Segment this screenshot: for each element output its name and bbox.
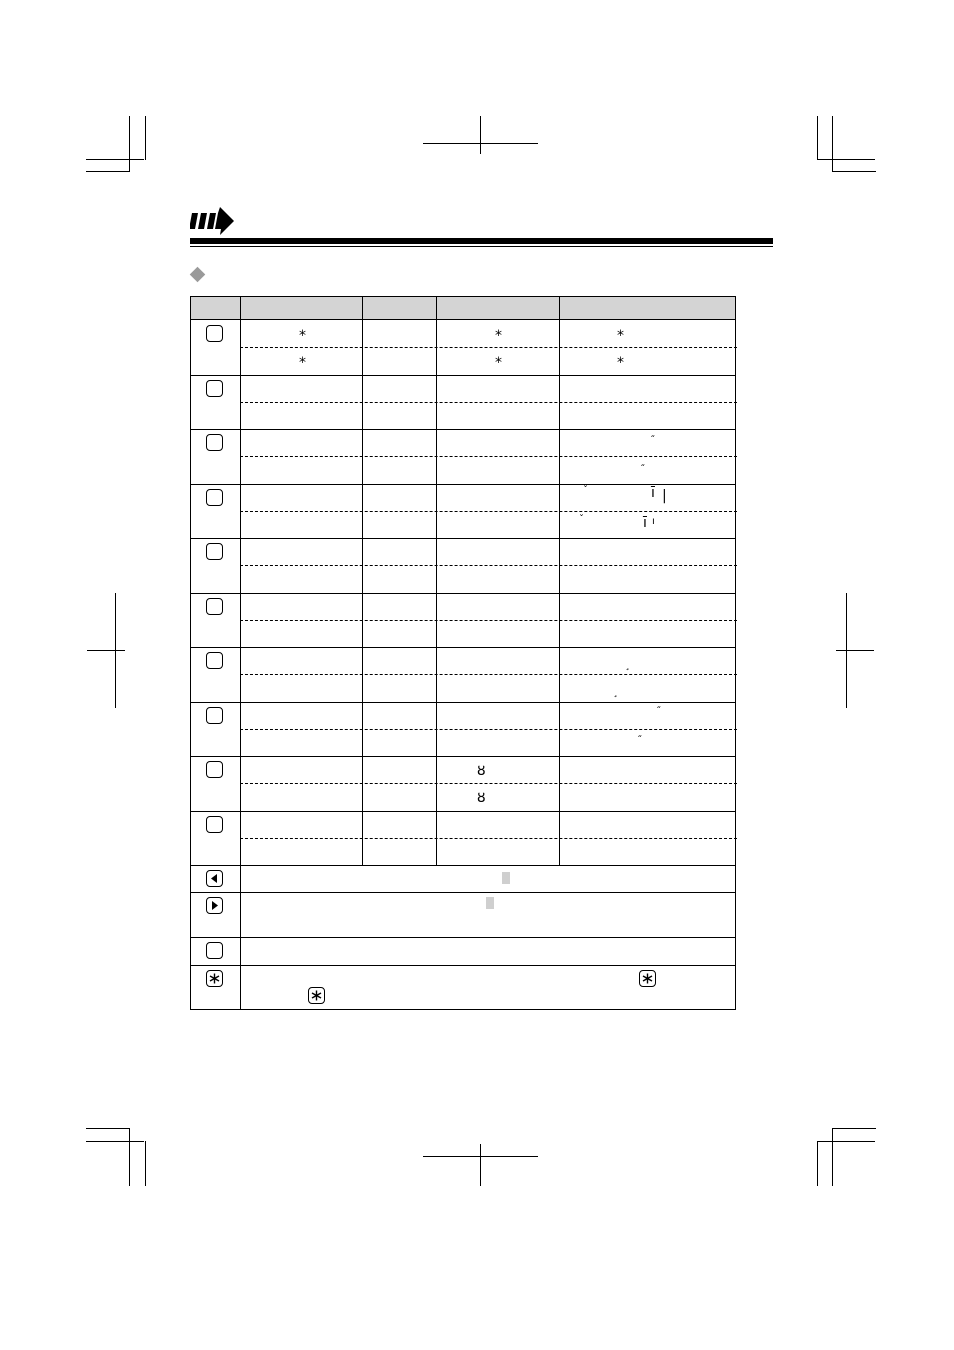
star-key-inline-icon [308,987,325,1004]
row-dashed-divider [240,565,737,566]
asterisk-glyph: * [495,328,502,344]
column-divider [240,892,241,937]
blank-key-icon [206,942,223,959]
star-key-inline-icon [639,970,656,987]
double-acute-glyph: ˝ [640,464,645,475]
double-acute-glyph: ˝ [656,705,661,717]
key-9-icon [206,761,223,778]
row-divider [191,647,735,648]
macron-i-glyph: ī [651,484,655,501]
column-divider [362,297,363,865]
key-8-icon [206,707,223,724]
caron-glyph: ˇ [583,484,588,496]
macron-i-glyph: ī [643,514,647,531]
arrow-forward-icon [190,207,236,235]
special-char-glyph: ȣ [477,763,486,779]
row-dashed-divider [240,402,737,403]
bar-glyph: | [662,487,667,504]
cedilla-glyph: ¸ [613,687,618,698]
key-5-icon [206,543,223,560]
asterisk-glyph: * [299,328,306,344]
cursor-placeholder [502,872,510,884]
row-divider [191,593,735,594]
character-table [190,296,736,1010]
column-divider [240,865,241,892]
row-dashed-divider [240,511,737,512]
row-divider [191,702,735,703]
cursor-placeholder [486,897,494,909]
row-dashed-divider [240,674,737,675]
row-divider [191,865,735,866]
column-divider [240,965,241,1010]
key-3-icon [206,434,223,451]
row-dashed-divider [240,620,737,621]
key-6-icon [206,598,223,615]
asterisk-glyph: * [617,355,624,371]
header-rule-thin [190,246,773,247]
row-divider [191,756,735,757]
special-char-glyph: ȣ [477,790,486,806]
row-dashed-divider [240,347,737,348]
row-divider [191,937,735,938]
key-0-icon [206,816,223,833]
row-dashed-divider [240,783,737,784]
row-divider [191,811,735,812]
asterisk-glyph: * [617,328,624,344]
cedilla-glyph: ¸ [625,660,630,671]
key-4-icon [206,489,223,506]
row-divider [191,538,735,539]
key-1-icon [206,325,223,342]
caron-glyph: ˇ [579,513,584,525]
column-divider [436,297,437,865]
right-arrow-key-icon [206,897,223,914]
row-divider [191,429,735,430]
row-dashed-divider [240,838,737,839]
double-acute-glyph: ˝ [637,734,642,746]
left-arrow-key-icon [206,870,223,887]
table-header [191,297,735,320]
star-key-icon [206,970,223,987]
asterisk-glyph: * [495,355,502,371]
row-divider [191,965,735,966]
column-divider [559,297,560,865]
column-divider [240,937,241,965]
key-7-icon [206,652,223,669]
double-acute-glyph: ˝ [650,435,655,446]
row-dashed-divider [240,729,737,730]
asterisk-glyph: * [299,355,306,371]
header-rule [190,238,773,244]
row-divider [191,892,735,893]
column-divider [240,297,241,865]
key-2-icon [206,380,223,397]
row-dashed-divider [240,456,737,457]
diamond-icon [190,267,206,283]
dotless-i-glyph: ı [652,515,655,527]
row-divider [191,375,735,376]
